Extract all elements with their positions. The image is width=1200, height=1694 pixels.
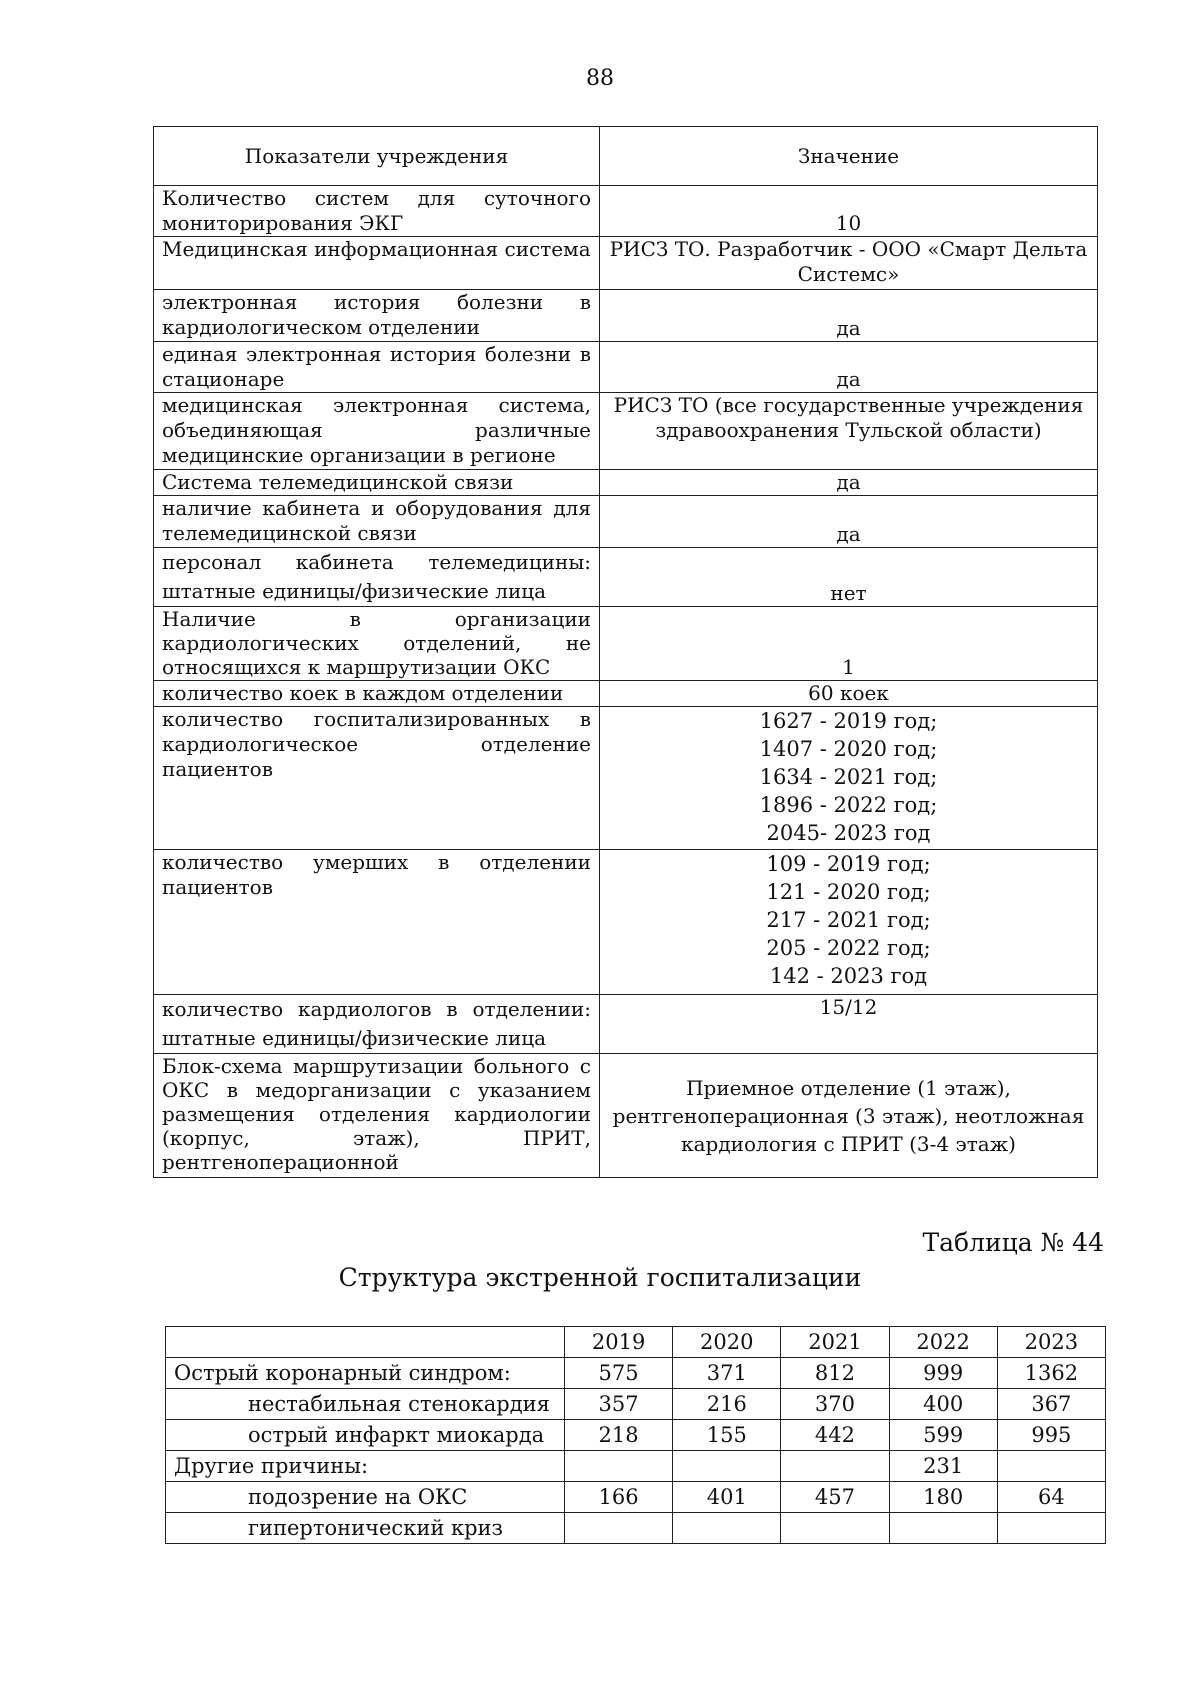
value-cell: 575: [565, 1358, 673, 1389]
table-row: [154, 995, 1098, 1054]
indicator-cell: единая электронная история болезни в стационаре: [154, 342, 600, 393]
value-cell: 60 коек: [600, 681, 1098, 707]
indicator-cell: наличие кабинета и оборудования для телемедицинской связи: [154, 496, 600, 548]
row-label: острый инфаркт миокарда: [166, 1420, 565, 1451]
table-row: [154, 850, 1098, 995]
value-line: 1627 - 2019 год;: [759, 709, 938, 733]
value-line: 2045- 2023 год: [766, 821, 931, 845]
value-cell: да: [600, 342, 1098, 393]
value-cell: да: [600, 496, 1098, 548]
indicator-cell: электронная история болезни в кардиологическом отделении: [154, 290, 600, 342]
indicator-cell: Количество систем для суточного мониторирования ЭКГ: [154, 186, 600, 237]
indicator-cell: Блок-схема маршрутизации больного с ОКС в медорганизации с указанием размещения отделения кардиологии (корпус, этаж), ПРИТ, рентгеноперационной: [154, 1054, 600, 1178]
table-row: [154, 496, 1098, 548]
value-cell: 995: [997, 1420, 1105, 1451]
value-line: 1896 - 2022 год;: [759, 793, 938, 817]
year-header: 2020: [673, 1327, 781, 1358]
table-header-row: [154, 127, 1098, 186]
value-cell: 15/12: [600, 995, 1098, 1054]
table-row: [154, 393, 1098, 470]
page-number: 88: [586, 66, 614, 91]
table-row: [154, 707, 1098, 850]
year-header: 2021: [781, 1327, 889, 1358]
empty-header-cell: [166, 1327, 565, 1358]
value-cell: 155: [673, 1420, 781, 1451]
indicator-cell: Система телемедицинской связи: [154, 470, 600, 496]
row-label: Острый коронарный синдром:: [166, 1358, 565, 1389]
value-cell: 457: [781, 1482, 889, 1513]
table-row: [154, 1054, 1098, 1178]
table-row: [154, 607, 1098, 681]
indicator-cell: количество кардиологов в отделении: штатные единицы/физические лица: [154, 995, 600, 1054]
table-row: [154, 681, 1098, 707]
table-row: [166, 1358, 1106, 1389]
value-cell: 1362: [997, 1358, 1105, 1389]
table-number: Таблица № 44: [922, 1228, 1104, 1257]
value-cell: [600, 850, 1098, 995]
value-line: 121 - 2020 год;: [766, 880, 931, 904]
column-header-value: Значение: [600, 127, 1098, 186]
table-row: [154, 237, 1098, 290]
table-row: [166, 1420, 1106, 1451]
institution-indicators-table: [153, 126, 1098, 1178]
table-header-row: [166, 1327, 1106, 1358]
value-line: 1634 - 2021 год;: [759, 765, 938, 789]
year-header: 2022: [889, 1327, 997, 1358]
row-label: подозрение на ОКС: [166, 1482, 565, 1513]
value-line: 205 - 2022 год;: [766, 936, 931, 960]
value-cell: РИСЗ ТО. Разработчик - ООО «Смарт Дельта Системс»: [600, 237, 1098, 290]
value-cell: 400: [889, 1389, 997, 1420]
value-cell: 999: [889, 1358, 997, 1389]
value-cell: 401: [673, 1482, 781, 1513]
value-cell: [997, 1513, 1105, 1544]
value-cell: Приемное отделение (1 этаж), рентгеноперационная (3 этаж), неотложная кардиология с ПРИТ (3-4 этаж): [600, 1054, 1098, 1178]
table-row: [154, 342, 1098, 393]
indicator-cell: персонал кабинета телемедицины: штатные единицы/физические лица: [154, 548, 600, 607]
value-cell: да: [600, 470, 1098, 496]
value-cell: 812: [781, 1358, 889, 1389]
indicator-cell: количество госпитализированных в кардиологическое отделение пациентов: [154, 707, 600, 850]
value-cell: [673, 1451, 781, 1482]
table-row: [154, 548, 1098, 607]
value-line: 142 - 2023 год: [769, 964, 928, 988]
year-header: 2023: [997, 1327, 1105, 1358]
value-line: 1407 - 2020 год;: [759, 737, 938, 761]
value-cell: 231: [889, 1451, 997, 1482]
value-cell: 599: [889, 1420, 997, 1451]
row-label: Другие причины:: [166, 1451, 565, 1482]
indicator-cell: Наличие в организации кардиологических отделений, не относящихся к маршрутизации ОКС: [154, 607, 600, 681]
value-cell: [565, 1451, 673, 1482]
table-row: [166, 1513, 1106, 1544]
table-row: [166, 1482, 1106, 1513]
value-cell: да: [600, 290, 1098, 342]
value-cell: [600, 707, 1098, 850]
value-cell: [673, 1513, 781, 1544]
value-cell: [889, 1513, 997, 1544]
value-cell: 216: [673, 1389, 781, 1420]
value-cell: 367: [997, 1389, 1105, 1420]
table-row: [154, 290, 1098, 342]
value-cell: 10: [600, 186, 1098, 237]
value-cell: 166: [565, 1482, 673, 1513]
value-cell: 218: [565, 1420, 673, 1451]
value-cell: 64: [997, 1482, 1105, 1513]
value-cell: [781, 1451, 889, 1482]
indicator-cell: Медицинская информационная система: [154, 237, 600, 290]
column-header-indicators: Показатели учреждения: [154, 127, 600, 186]
row-label: гипертонический криз: [166, 1513, 565, 1544]
table-row: [154, 186, 1098, 237]
value-cell: [781, 1513, 889, 1544]
table-row: [166, 1389, 1106, 1420]
value-cell: 180: [889, 1482, 997, 1513]
value-line: 109 - 2019 год;: [766, 852, 931, 876]
value-cell: 1: [600, 607, 1098, 681]
row-label: нестабильная стенокардия: [166, 1389, 565, 1420]
indicator-cell: количество умерших в отделении пациентов: [154, 850, 600, 995]
table-title: Структура экстренной госпитализации: [338, 1263, 862, 1292]
value-cell: РИСЗ ТО (все государственные учреждения здравоохранения Тульской области): [600, 393, 1098, 470]
emergency-hospitalization-table: [165, 1326, 1106, 1544]
table-row: [166, 1451, 1106, 1482]
value-cell: 357: [565, 1389, 673, 1420]
value-cell: [565, 1513, 673, 1544]
year-header: 2019: [565, 1327, 673, 1358]
value-line: 217 - 2021 год;: [766, 908, 931, 932]
value-cell: [997, 1451, 1105, 1482]
table-row: [154, 470, 1098, 496]
indicator-cell: медицинская электронная система, объединяющая различные медицинские организации в регионе: [154, 393, 600, 470]
value-cell: 370: [781, 1389, 889, 1420]
value-cell: нет: [600, 548, 1098, 607]
value-cell: 442: [781, 1420, 889, 1451]
indicator-cell: количество коек в каждом отделении: [154, 681, 600, 707]
value-cell: 371: [673, 1358, 781, 1389]
